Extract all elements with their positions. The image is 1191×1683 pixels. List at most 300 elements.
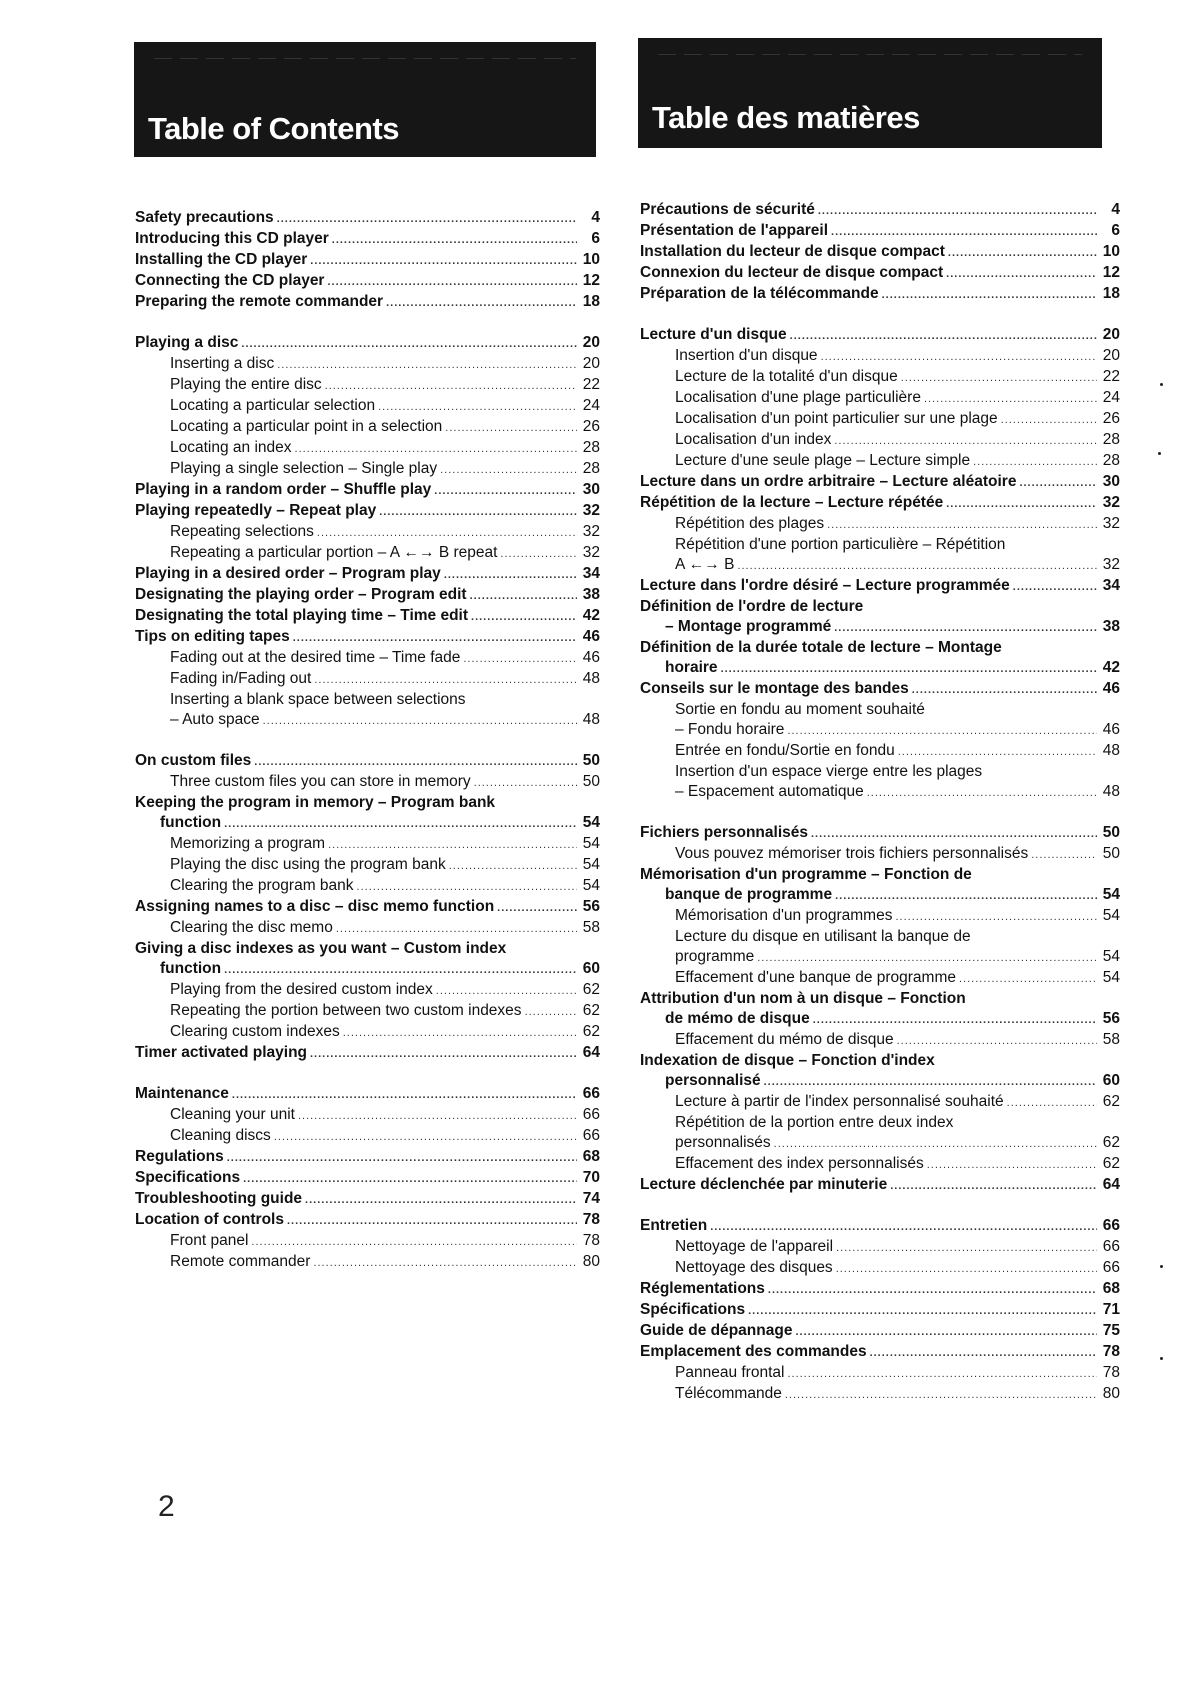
toc-subentry[interactable] bbox=[135, 522, 600, 543]
dot-leader bbox=[901, 368, 1097, 388]
toc-page-number: 62 bbox=[1102, 1134, 1120, 1151]
toc-subentry[interactable] bbox=[135, 438, 600, 459]
toc-page-number: 58 bbox=[582, 919, 600, 936]
toc-entry-title: Répétition de la lecture – Lecture répétée bbox=[640, 494, 944, 511]
toc-entry[interactable] bbox=[135, 606, 600, 627]
toc-entry-title: Assigning names to a disc – disc memo function bbox=[135, 898, 495, 915]
toc-page-number: 68 bbox=[582, 1148, 600, 1165]
toc-subentry[interactable] bbox=[135, 354, 600, 375]
toc-entry-title: Playing the entire disc bbox=[170, 376, 322, 393]
dot-leader bbox=[293, 628, 577, 648]
toc-entry[interactable] bbox=[640, 472, 1120, 493]
toc-entry-title: Insertion d'un disque bbox=[675, 347, 818, 364]
toc-subentry[interactable] bbox=[135, 834, 600, 855]
toc-subentry[interactable] bbox=[640, 1363, 1120, 1384]
toc-entry[interactable] bbox=[640, 1071, 1120, 1092]
toc-subentry[interactable] bbox=[640, 1237, 1120, 1258]
dot-leader bbox=[785, 1385, 1097, 1405]
toc-entry-title: – Espacement automatique bbox=[675, 783, 864, 800]
toc-subentry[interactable] bbox=[640, 1384, 1120, 1405]
toc-subentry[interactable] bbox=[135, 1105, 600, 1126]
dot-leader bbox=[1013, 577, 1097, 597]
toc-page-number: 66 bbox=[582, 1085, 600, 1102]
toc-subentry[interactable] bbox=[640, 430, 1120, 451]
dot-leader bbox=[834, 431, 1097, 451]
toc-entry[interactable] bbox=[640, 1342, 1120, 1363]
toc-subentry[interactable] bbox=[135, 980, 600, 1001]
page-title-english: Table of Contents bbox=[148, 111, 399, 146]
toc-subentry[interactable] bbox=[640, 1133, 1120, 1154]
dot-leader bbox=[232, 1085, 577, 1105]
toc-entry-text-line: Indexation de disque – Fonction d'index bbox=[640, 1052, 935, 1069]
toc-entry[interactable] bbox=[640, 679, 1120, 700]
toc-entry[interactable] bbox=[640, 221, 1120, 242]
dot-leader bbox=[445, 418, 577, 438]
toc-entry-title: Réglementations bbox=[640, 1280, 765, 1297]
toc-page-number: 54 bbox=[582, 856, 600, 873]
toc-entry-title: Maintenance bbox=[135, 1085, 229, 1102]
toc-page-number: 64 bbox=[582, 1044, 600, 1061]
toc-entry-title: Clearing the program bank bbox=[170, 877, 354, 894]
scan-speck bbox=[1160, 1357, 1163, 1360]
toc-entry-title: Three custom files you can store in memory bbox=[170, 773, 471, 790]
toc-entry[interactable] bbox=[640, 1175, 1120, 1196]
toc-entry-title: Locating an index bbox=[170, 439, 292, 456]
toc-entry-text-line: Mémorisation d'un programme – Fonction de bbox=[640, 866, 972, 883]
toc-entry[interactable] bbox=[135, 627, 600, 648]
toc-page-number: 38 bbox=[1102, 618, 1120, 635]
toc-french-list bbox=[640, 200, 1120, 1405]
toc-subentry[interactable] bbox=[640, 1030, 1120, 1051]
toc-page-number: 68 bbox=[1102, 1280, 1120, 1297]
toc-entry[interactable] bbox=[135, 585, 600, 606]
toc-subentry[interactable] bbox=[135, 918, 600, 939]
toc-entry-title: Remote commander bbox=[170, 1253, 311, 1270]
section-gap bbox=[640, 803, 1120, 823]
toc-entry-title: Memorizing a program bbox=[170, 835, 326, 852]
toc-subentry[interactable] bbox=[640, 451, 1120, 472]
toc-entry-title: Spécifications bbox=[640, 1301, 746, 1318]
toc-page-number: 34 bbox=[582, 565, 600, 582]
dot-leader bbox=[317, 523, 577, 543]
toc-entry[interactable] bbox=[135, 1189, 600, 1210]
dot-leader bbox=[898, 742, 1097, 762]
dot-leader bbox=[440, 460, 577, 480]
dot-leader bbox=[444, 565, 577, 585]
dot-leader bbox=[890, 1176, 1097, 1196]
dot-leader bbox=[343, 1023, 577, 1043]
toc-page-number: 20 bbox=[1102, 347, 1120, 364]
toc-page-number: 20 bbox=[582, 334, 600, 351]
toc-entry[interactable] bbox=[135, 564, 600, 585]
toc-page-number: 74 bbox=[582, 1190, 600, 1207]
toc-subentry[interactable] bbox=[640, 741, 1120, 762]
dot-leader bbox=[336, 919, 577, 939]
toc-banner-english bbox=[134, 42, 596, 157]
toc-entry-title: Playing in a random order – Shuffle play bbox=[135, 481, 432, 498]
toc-entry-title: – Montage programmé bbox=[665, 618, 832, 635]
toc-entry-title: Lecture de la totalité d'un disque bbox=[675, 368, 898, 385]
toc-subentry[interactable] bbox=[135, 543, 600, 564]
dot-leader bbox=[821, 347, 1097, 367]
toc-entry-title: Emplacement des commandes bbox=[640, 1343, 867, 1360]
dot-leader bbox=[1007, 1093, 1097, 1113]
toc-entry-title: – Auto space bbox=[170, 711, 260, 728]
toc-subentry[interactable] bbox=[640, 782, 1120, 803]
dot-leader bbox=[325, 376, 577, 396]
toc-entry[interactable] bbox=[640, 263, 1120, 284]
toc-page-number: 62 bbox=[582, 1023, 600, 1040]
toc-entry-text-line: Keeping the program in memory – Program bank bbox=[135, 794, 496, 811]
toc-page-number: 78 bbox=[1102, 1364, 1120, 1381]
toc-page-number: 58 bbox=[1102, 1031, 1120, 1048]
toc-entry-title: Clearing the disc memo bbox=[170, 919, 333, 936]
toc-entry-title: programme bbox=[675, 948, 755, 965]
toc-subentry[interactable] bbox=[640, 409, 1120, 430]
dot-leader bbox=[787, 1364, 1097, 1384]
toc-subentry[interactable] bbox=[135, 855, 600, 876]
toc-entry-title: Localisation d'un index bbox=[675, 431, 832, 448]
toc-page-number: 78 bbox=[582, 1211, 600, 1228]
dot-leader bbox=[959, 969, 1097, 989]
toc-subentry[interactable] bbox=[135, 417, 600, 438]
toc-entry-title: Lecture d'un disque bbox=[640, 326, 787, 343]
dot-leader bbox=[224, 814, 577, 834]
section-gap bbox=[135, 1064, 600, 1084]
scan-speck bbox=[1160, 383, 1163, 386]
toc-page-number: 54 bbox=[1102, 969, 1120, 986]
toc-subentry[interactable] bbox=[135, 375, 600, 396]
toc-subentry[interactable] bbox=[135, 1126, 600, 1147]
toc-page-number: 32 bbox=[1102, 494, 1120, 511]
toc-entry-title: Entretien bbox=[640, 1217, 708, 1234]
toc-entry-title: Designating the playing order – Program edit bbox=[135, 586, 467, 603]
toc-subentry[interactable] bbox=[135, 459, 600, 480]
dot-leader bbox=[332, 230, 577, 250]
toc-entry-title: Playing repeatedly – Repeat play bbox=[135, 502, 377, 519]
toc-subentry[interactable] bbox=[640, 388, 1120, 409]
toc-entry-title: Installation du lecteur de disque compact bbox=[640, 243, 945, 260]
dot-leader bbox=[327, 272, 577, 292]
dot-leader bbox=[912, 680, 1097, 700]
toc-subentry[interactable] bbox=[640, 514, 1120, 535]
toc-entry[interactable] bbox=[135, 271, 600, 292]
toc-entry[interactable] bbox=[135, 751, 600, 772]
toc-entry[interactable] bbox=[640, 1009, 1120, 1030]
toc-page-number: 60 bbox=[582, 960, 600, 977]
toc-entry[interactable] bbox=[640, 658, 1120, 679]
toc-english-list bbox=[135, 208, 600, 1273]
toc-page-number: 66 bbox=[1102, 1259, 1120, 1276]
toc-subentry[interactable] bbox=[135, 710, 600, 731]
toc-entry-title: Locating a particular selection bbox=[170, 397, 376, 414]
toc-page-number: 54 bbox=[1102, 886, 1120, 903]
dot-leader bbox=[831, 222, 1097, 242]
toc-entry-title: Playing in a desired order – Program play bbox=[135, 565, 441, 582]
toc-subentry[interactable] bbox=[640, 1092, 1120, 1113]
scan-speck bbox=[1160, 1265, 1163, 1268]
dot-leader bbox=[386, 293, 577, 313]
toc-subentry[interactable] bbox=[135, 1252, 600, 1273]
toc-entry[interactable] bbox=[640, 493, 1120, 514]
toc-page-number: 24 bbox=[582, 397, 600, 414]
dot-leader bbox=[813, 1010, 1097, 1030]
toc-page-number: 70 bbox=[582, 1169, 600, 1186]
dot-leader bbox=[434, 481, 577, 501]
toc-entry-title: Effacement du mémo de disque bbox=[675, 1031, 894, 1048]
toc-page-number: 66 bbox=[1102, 1217, 1120, 1234]
toc-entry-title: Regulations bbox=[135, 1148, 224, 1165]
toc-entry[interactable] bbox=[135, 897, 600, 918]
toc-page-number: 26 bbox=[1102, 410, 1120, 427]
toc-page-number: 50 bbox=[1102, 845, 1120, 862]
toc-page-number: 6 bbox=[1111, 222, 1120, 239]
dot-leader bbox=[497, 898, 577, 918]
toc-page-number: 66 bbox=[1102, 1238, 1120, 1255]
dot-leader bbox=[277, 209, 577, 229]
toc-page-number: 38 bbox=[582, 586, 600, 603]
toc-page-number: 18 bbox=[1102, 285, 1120, 302]
toc-entry-title: Safety precautions bbox=[135, 209, 274, 226]
dot-leader bbox=[1019, 473, 1097, 493]
toc-subentry[interactable] bbox=[640, 906, 1120, 927]
dot-leader bbox=[224, 960, 577, 980]
toc-entry[interactable] bbox=[135, 229, 600, 250]
toc-page-number: 80 bbox=[582, 1253, 600, 1270]
dot-leader bbox=[243, 1169, 577, 1189]
toc-subentry[interactable] bbox=[640, 947, 1120, 968]
toc-page-number: 50 bbox=[582, 752, 600, 769]
toc-subentry[interactable] bbox=[135, 396, 600, 417]
toc-page-number: 28 bbox=[1102, 452, 1120, 469]
toc-entry-title: Playing a disc bbox=[135, 334, 239, 351]
toc-entry[interactable] bbox=[640, 617, 1120, 638]
toc-subentry[interactable] bbox=[135, 1231, 600, 1252]
toc-page-number: 32 bbox=[582, 502, 600, 519]
toc-entry[interactable] bbox=[135, 250, 600, 271]
toc-page-number: 48 bbox=[582, 670, 600, 687]
toc-page-number: 12 bbox=[1102, 264, 1120, 281]
dot-leader bbox=[836, 1238, 1097, 1258]
section-gap bbox=[135, 313, 600, 333]
toc-entry-title: Installing the CD player bbox=[135, 251, 308, 268]
toc-page-number: 20 bbox=[582, 355, 600, 372]
toc-subentry[interactable] bbox=[135, 876, 600, 897]
toc-page-number: 56 bbox=[582, 898, 600, 915]
toc-entry[interactable] bbox=[135, 1210, 600, 1231]
dot-leader bbox=[764, 1072, 1097, 1092]
toc-page-number: 50 bbox=[1102, 824, 1120, 841]
dot-leader bbox=[710, 1217, 1097, 1237]
toc-subentry[interactable] bbox=[135, 1022, 600, 1043]
toc-entry-title: Locating a particular point in a selection bbox=[170, 418, 443, 435]
section-gap bbox=[135, 731, 600, 751]
dot-leader bbox=[835, 886, 1097, 906]
toc-entry-title: Mémorisation d'un programmes bbox=[675, 907, 893, 924]
toc-entry-text-line: Définition de l'ordre de lecture bbox=[640, 598, 864, 615]
toc-entry[interactable] bbox=[135, 1168, 600, 1189]
toc-subentry[interactable] bbox=[640, 720, 1120, 741]
toc-subentry[interactable] bbox=[135, 1001, 600, 1022]
toc-entry[interactable] bbox=[640, 200, 1120, 221]
toc-page-number: 60 bbox=[1102, 1072, 1120, 1089]
toc-entry-text-line: Giving a disc indexes as you want – Custom index bbox=[135, 940, 507, 957]
toc-entry[interactable] bbox=[640, 1279, 1120, 1300]
toc-entry[interactable] bbox=[135, 1147, 600, 1168]
toc-entry[interactable] bbox=[640, 242, 1120, 263]
toc-entry[interactable] bbox=[135, 292, 600, 313]
toc-entry[interactable] bbox=[135, 208, 600, 229]
banner-texture bbox=[154, 58, 576, 59]
dot-leader bbox=[313, 1253, 577, 1273]
dot-leader bbox=[298, 1106, 577, 1126]
toc-entry-title: Présentation de l'appareil bbox=[640, 222, 829, 239]
toc-entry[interactable] bbox=[135, 333, 600, 354]
toc-subentry[interactable] bbox=[640, 1258, 1120, 1279]
dot-leader bbox=[870, 1343, 1097, 1363]
dot-leader bbox=[470, 586, 577, 606]
toc-entry-title: Préparation de la télécommande bbox=[640, 285, 879, 302]
dot-leader bbox=[787, 721, 1097, 741]
toc-page-number: 26 bbox=[582, 418, 600, 435]
dot-leader bbox=[251, 1232, 577, 1252]
dot-leader bbox=[768, 1280, 1097, 1300]
toc-entry[interactable] bbox=[135, 959, 600, 980]
toc-subentry[interactable] bbox=[135, 669, 600, 690]
toc-page-number: 22 bbox=[582, 376, 600, 393]
toc-entry[interactable] bbox=[640, 885, 1120, 906]
toc-entry-title: function bbox=[160, 960, 222, 977]
dot-leader bbox=[310, 251, 577, 271]
toc-entry-title: Conseils sur le montage des bandes bbox=[640, 680, 909, 697]
dot-leader bbox=[721, 659, 1097, 679]
toc-page-number: 4 bbox=[591, 209, 600, 226]
toc-entry-title: Fichiers personnalisés bbox=[640, 824, 808, 841]
toc-entry-title: Lecture dans l'ordre désiré – Lecture programmée bbox=[640, 577, 1010, 594]
dot-leader bbox=[827, 515, 1097, 535]
toc-entry-text-line: Attribution d'un nom à un disque – Fonction bbox=[640, 990, 966, 1007]
toc-entry-title: Lecture d'une seule plage – Lecture simple bbox=[675, 452, 971, 469]
toc-entry[interactable] bbox=[640, 1321, 1120, 1342]
toc-entry[interactable] bbox=[640, 576, 1120, 597]
toc-entry[interactable] bbox=[135, 501, 600, 522]
toc-entry-title: Troubleshooting guide bbox=[135, 1190, 303, 1207]
toc-page-number: 71 bbox=[1102, 1301, 1120, 1318]
toc-entry[interactable] bbox=[640, 823, 1120, 844]
dot-leader bbox=[1001, 410, 1097, 430]
toc-entry[interactable] bbox=[135, 1043, 600, 1064]
toc-subentry[interactable] bbox=[640, 1154, 1120, 1175]
toc-entry-title: personnalisé bbox=[665, 1072, 761, 1089]
toc-subentry[interactable] bbox=[640, 968, 1120, 989]
toc-entry[interactable] bbox=[135, 813, 600, 834]
toc-entry-title: Front panel bbox=[170, 1232, 249, 1249]
toc-subentry[interactable] bbox=[640, 367, 1120, 388]
toc-entry-title: horaire bbox=[665, 659, 718, 676]
toc-entry-title: Tips on editing tapes bbox=[135, 628, 290, 645]
toc-entry-title: Nettoyage des disques bbox=[675, 1259, 833, 1276]
dot-leader bbox=[834, 618, 1097, 638]
dot-leader bbox=[500, 544, 577, 564]
toc-page-number: 64 bbox=[1102, 1176, 1120, 1193]
toc-subentry[interactable] bbox=[640, 555, 1120, 576]
toc-page-number: 34 bbox=[1102, 577, 1120, 594]
toc-subentry[interactable] bbox=[135, 772, 600, 793]
toc-page-number: 42 bbox=[582, 607, 600, 624]
toc-entry[interactable] bbox=[135, 480, 600, 501]
toc-page-number: 46 bbox=[582, 628, 600, 645]
toc-entry-title: Playing from the desired custom index bbox=[170, 981, 433, 998]
toc-entry-title: Lecture à partir de l'index personnalisé souhaité bbox=[675, 1093, 1004, 1110]
dot-leader bbox=[310, 1044, 577, 1064]
dot-leader bbox=[463, 649, 577, 669]
toc-entry-title: On custom files bbox=[135, 752, 252, 769]
section-gap bbox=[640, 305, 1120, 325]
toc-entry-text-line: Répétition de la portion entre deux index bbox=[675, 1114, 954, 1131]
toc-entry-title: Effacement d'une banque de programme bbox=[675, 969, 956, 986]
toc-banner-french bbox=[638, 38, 1102, 148]
toc-entry[interactable] bbox=[135, 1084, 600, 1105]
toc-entry-title: Repeating a particular portion – A ←→ B repeat bbox=[170, 544, 498, 561]
section-gap bbox=[640, 1196, 1120, 1216]
toc-entry-title: Effacement des index personnalisés bbox=[675, 1155, 924, 1172]
toc-entry-title: Localisation d'un point particulier sur une plage bbox=[675, 410, 998, 427]
dot-leader bbox=[474, 773, 577, 793]
toc-entry-text-line: Répétition d'une portion particulière – Répétition bbox=[675, 536, 1006, 553]
toc-page-number: 22 bbox=[1102, 368, 1120, 385]
dot-leader bbox=[295, 439, 577, 459]
toc-entry-title: Clearing custom indexes bbox=[170, 1023, 340, 1040]
toc-entry-title: – Fondu horaire bbox=[675, 721, 785, 738]
toc-page-number: 78 bbox=[582, 1232, 600, 1249]
toc-subentry[interactable] bbox=[135, 648, 600, 669]
toc-page-number: 46 bbox=[582, 649, 600, 666]
toc-entry-title: Specifications bbox=[135, 1169, 241, 1186]
toc-entry-text-line: Inserting a blank space between selections bbox=[170, 691, 466, 708]
page-number: 2 bbox=[158, 1490, 175, 1523]
toc-page-number: 30 bbox=[1102, 473, 1120, 490]
toc-entry-title: Panneau frontal bbox=[675, 1364, 785, 1381]
dot-leader bbox=[757, 948, 1097, 968]
toc-page-number: 75 bbox=[1102, 1322, 1120, 1339]
toc-page-number: 32 bbox=[1102, 515, 1120, 532]
toc-page-number: 48 bbox=[1102, 742, 1120, 759]
toc-entry-title: Fading in/Fading out bbox=[170, 670, 312, 687]
toc-entry[interactable] bbox=[640, 284, 1120, 305]
toc-page-number: 62 bbox=[1102, 1093, 1120, 1110]
toc-entry[interactable] bbox=[640, 1300, 1120, 1321]
toc-entry[interactable] bbox=[640, 325, 1120, 346]
toc-page-number: 6 bbox=[591, 230, 600, 247]
toc-entry[interactable] bbox=[640, 1216, 1120, 1237]
dot-leader bbox=[525, 1002, 577, 1022]
toc-page-number: 54 bbox=[1102, 907, 1120, 924]
toc-subentry[interactable] bbox=[640, 346, 1120, 367]
toc-entry-title: banque de programme bbox=[665, 886, 833, 903]
toc-entry-title: de mémo de disque bbox=[665, 1010, 810, 1027]
dot-leader bbox=[948, 243, 1097, 263]
dot-leader bbox=[1031, 845, 1097, 865]
toc-entry-text-line: Définition de la durée totale de lecture – Montage bbox=[640, 639, 1002, 656]
toc-page-number: 46 bbox=[1102, 721, 1120, 738]
toc-entry-title: Designating the total playing time – Time edit bbox=[135, 607, 469, 624]
toc-page-number: 62 bbox=[1102, 1155, 1120, 1172]
toc-entry-title: function bbox=[160, 814, 222, 831]
dot-leader bbox=[882, 285, 1097, 305]
toc-subentry[interactable] bbox=[640, 844, 1120, 865]
toc-page-number: 56 bbox=[1102, 1010, 1120, 1027]
dot-leader bbox=[227, 1148, 577, 1168]
